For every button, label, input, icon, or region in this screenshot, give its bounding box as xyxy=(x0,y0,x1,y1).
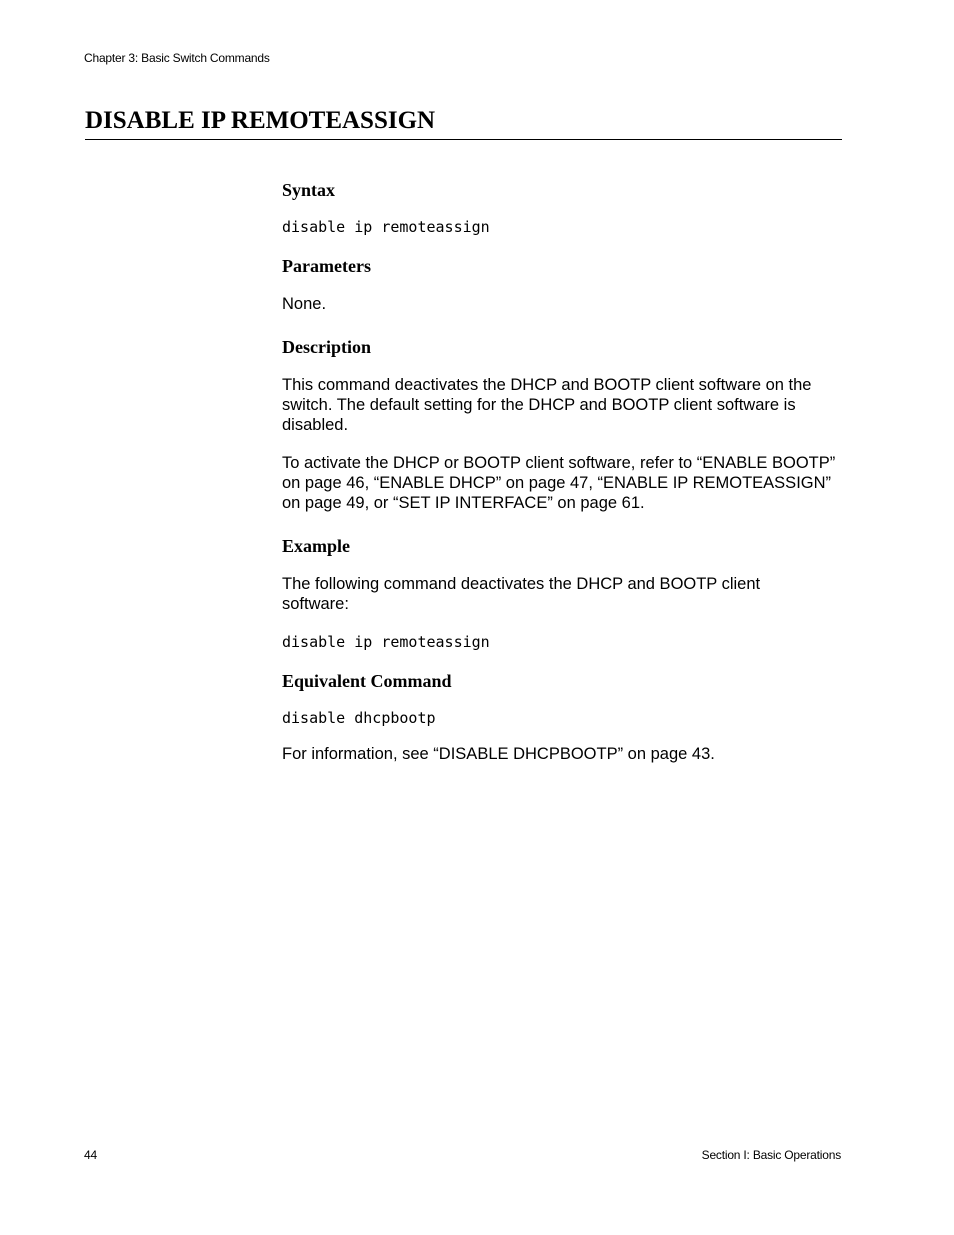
equivalent-command-code: disable dhcpbootp xyxy=(282,709,436,727)
description-paragraph-2: To activate the DHCP or BOOTP client software, refer to “ENABLE BOOTP” on page 46, “ENABLE DHCP” on page 47, “ENABLE IP REMOTEASSIGN” on page 49, or “SET IP INTERFACE” on page 61. xyxy=(282,454,836,512)
running-footer-section: Section I: Basic Operations xyxy=(701,1148,841,1162)
syntax-heading: Syntax xyxy=(282,180,336,200)
example-code: disable ip remoteassign xyxy=(282,633,490,651)
title-rule xyxy=(85,139,842,140)
syntax-code: disable ip remoteassign xyxy=(282,218,490,236)
equivalent-command-reference: For information, see “DISABLE DHCPBOOTP” on page 43. xyxy=(282,745,715,763)
equivalent-command-heading: Equivalent Command xyxy=(282,671,452,691)
parameters-heading: Parameters xyxy=(282,256,371,276)
page-title: DISABLE IP REMOTEASSIGN xyxy=(85,107,436,134)
page-number: 44 xyxy=(84,1148,97,1162)
example-text: The following command deactivates the DHCP and BOOTP client software: xyxy=(282,575,761,613)
parameters-text: None. xyxy=(282,295,327,313)
running-header: Chapter 3: Basic Switch Commands xyxy=(84,51,270,65)
example-heading: Example xyxy=(282,536,351,556)
description-heading: Description xyxy=(282,337,371,357)
description-paragraph-1: This command deactivates the DHCP and BOOTP client software on the switch. The default setting for the DHCP and BOOTP client software is disabled. xyxy=(282,376,812,434)
